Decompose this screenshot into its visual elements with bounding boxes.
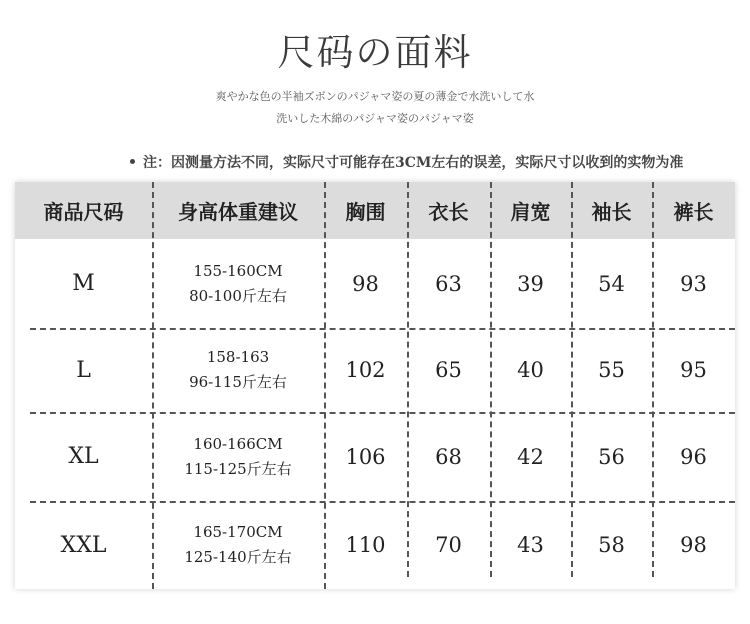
chest-cell: 106 xyxy=(345,444,386,469)
weight-value: 115-125斤左右 xyxy=(184,459,292,478)
shoulder-cell: 39 xyxy=(517,271,544,296)
length-cell: 70 xyxy=(435,533,462,557)
height-value: 160-166CM xyxy=(193,434,283,453)
measurement-note xyxy=(130,152,683,172)
note-text: 注：因测量方法不同，实际尺寸可能存在3CM左右的误差，实际尺寸以收到的实物为准 xyxy=(143,155,684,171)
length-cell: 68 xyxy=(435,444,462,469)
height-weight-cell xyxy=(152,239,324,328)
page-title: 尺码の面料 xyxy=(277,31,473,74)
height-value: 155-160CM xyxy=(193,261,283,280)
sleeve-cell: 58 xyxy=(598,533,625,557)
weight-value: 125-140斤左右 xyxy=(184,548,292,566)
chest-cell: 102 xyxy=(345,358,386,382)
shoulder-cell: 40 xyxy=(517,358,544,382)
header-height-weight: 身高体重建议 xyxy=(178,200,298,224)
subtitle-line-2: 洗いした木綿のパジャマ姿のパジャマ姿 xyxy=(276,112,474,125)
header-length: 衣长 xyxy=(428,200,469,224)
sleeve-cell: 55 xyxy=(598,358,625,382)
bullet-icon xyxy=(130,159,135,164)
size-cell: XL xyxy=(68,444,99,469)
header-shoulder: 肩宽 xyxy=(510,200,551,224)
sleeve-cell: 56 xyxy=(598,444,625,469)
header-size: 商品尺码 xyxy=(43,200,124,224)
weight-value: 80-100斤左右 xyxy=(189,286,287,305)
shoulder-cell: 42 xyxy=(517,444,544,469)
length-cell: 65 xyxy=(435,358,462,382)
height-weight-cell xyxy=(152,412,324,501)
weight-value: 96-115斤左右 xyxy=(189,373,287,391)
chest-cell: 98 xyxy=(352,271,379,296)
size-table xyxy=(15,182,735,589)
height-value: 165-170CM xyxy=(193,523,283,541)
sleeve-cell: 54 xyxy=(598,271,625,296)
height-weight-cell xyxy=(152,501,324,589)
size-cell: M xyxy=(72,271,95,296)
height-weight-cell xyxy=(152,328,324,412)
pants-cell: 96 xyxy=(680,444,707,469)
pants-cell: 95 xyxy=(680,358,707,382)
table-header xyxy=(15,182,735,239)
size-cell: XXL xyxy=(60,532,107,558)
pants-cell: 93 xyxy=(680,271,707,296)
subtitle-line-1: 爽やかな色の半袖ズボンのパジャマ姿の夏の薄金で水洗いして水 xyxy=(215,90,535,103)
pants-cell: 98 xyxy=(680,533,707,557)
size-cell: L xyxy=(76,357,91,383)
header-chest: 胸围 xyxy=(345,200,386,224)
height-value: 158-163 xyxy=(206,348,270,366)
shoulder-cell: 43 xyxy=(517,533,544,557)
header-pants: 裤长 xyxy=(673,200,714,224)
chest-cell: 110 xyxy=(345,533,386,557)
header-sleeve: 袖长 xyxy=(591,200,632,224)
length-cell: 63 xyxy=(435,271,462,296)
